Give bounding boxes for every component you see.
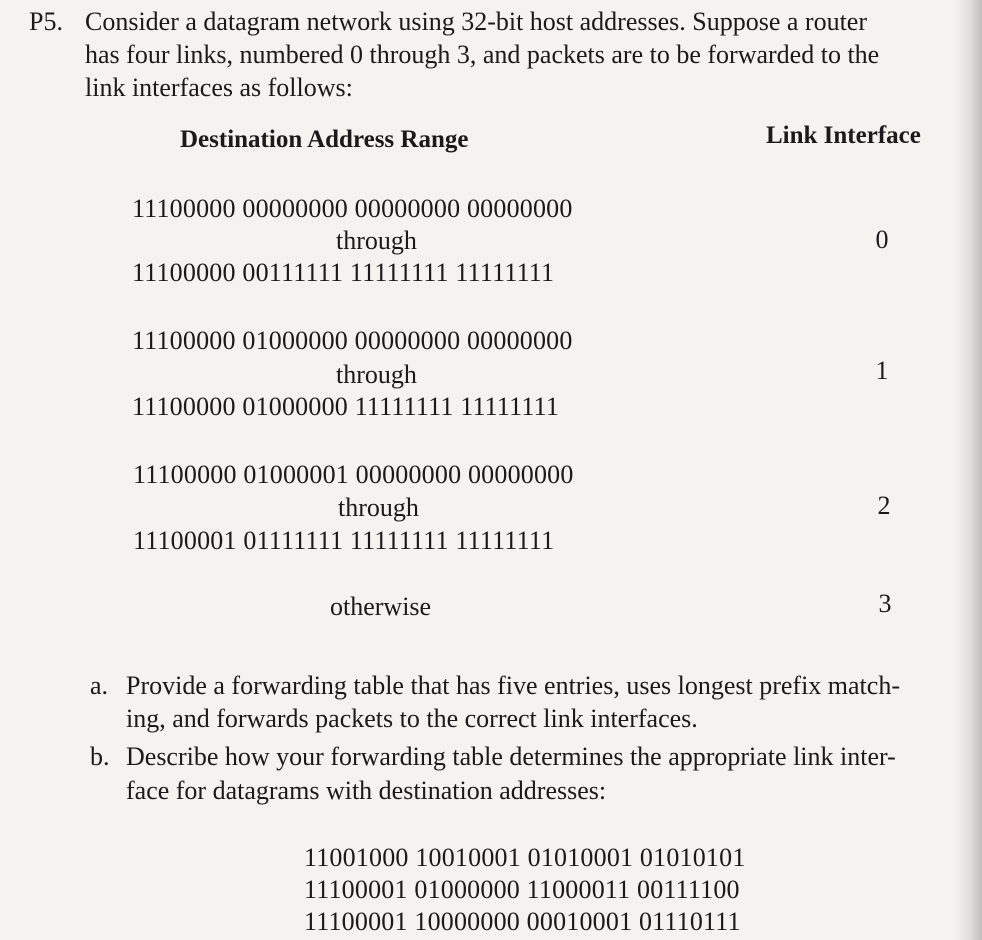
header-link-interface: Link Interface (766, 122, 921, 149)
question-a-line-2: ing, and forwards packets to the correct link interfaces. (126, 704, 698, 733)
range-0-from: 11100000 00000000 00000000 00000000 (132, 194, 573, 223)
range-1-from: 11100000 01000000 00000000 00000000 (132, 326, 573, 355)
link-3: 3 (878, 589, 892, 618)
address-3: 11100001 10000000 00010001 01110111 (304, 907, 741, 936)
intro-line-2: has four links, numbered 0 through 3, and packets are to be forwarded to the (85, 40, 880, 69)
range-2-to: 11100001 01111111 11111111 11111111 (133, 526, 555, 555)
header-destination-range: Destination Address Range (180, 126, 469, 153)
otherwise-label: otherwise (330, 592, 432, 621)
question-a-line-1: Provide a forwarding table that has five entries, uses longest prefix match- (126, 671, 900, 700)
question-b-line-1: Describe how your forwarding table determines the appropriate link inter- (126, 742, 896, 771)
link-1: 1 (875, 356, 889, 385)
intro-line-1: Consider a datagram network using 32-bit host addresses. Suppose a router (85, 7, 868, 36)
range-2-from: 11100000 01000001 00000000 00000000 (133, 460, 574, 489)
range-1-to: 11100000 01000000 11111111 11111111 (132, 392, 560, 421)
range-0-to: 11100000 00111111 11111111 11111111 (132, 258, 555, 287)
range-2-through: through (338, 493, 419, 522)
intro-line-3: link interfaces as follows: (85, 73, 353, 102)
question-b-line-2: face for datagrams with destination addresses: (126, 776, 607, 805)
address-1: 11001000 10010001 01010001 01010101 (304, 843, 746, 872)
address-2: 11100001 01000000 11000011 00111100 (304, 875, 740, 904)
problem-number: P5. (29, 7, 63, 36)
range-0-through: through (336, 226, 417, 255)
page-edge-shadow (954, 0, 982, 940)
link-0: 0 (875, 225, 889, 254)
question-b-marker: b. (90, 742, 110, 771)
link-2: 2 (877, 491, 891, 520)
question-a-marker: a. (90, 671, 109, 700)
range-1-through: through (336, 360, 417, 389)
